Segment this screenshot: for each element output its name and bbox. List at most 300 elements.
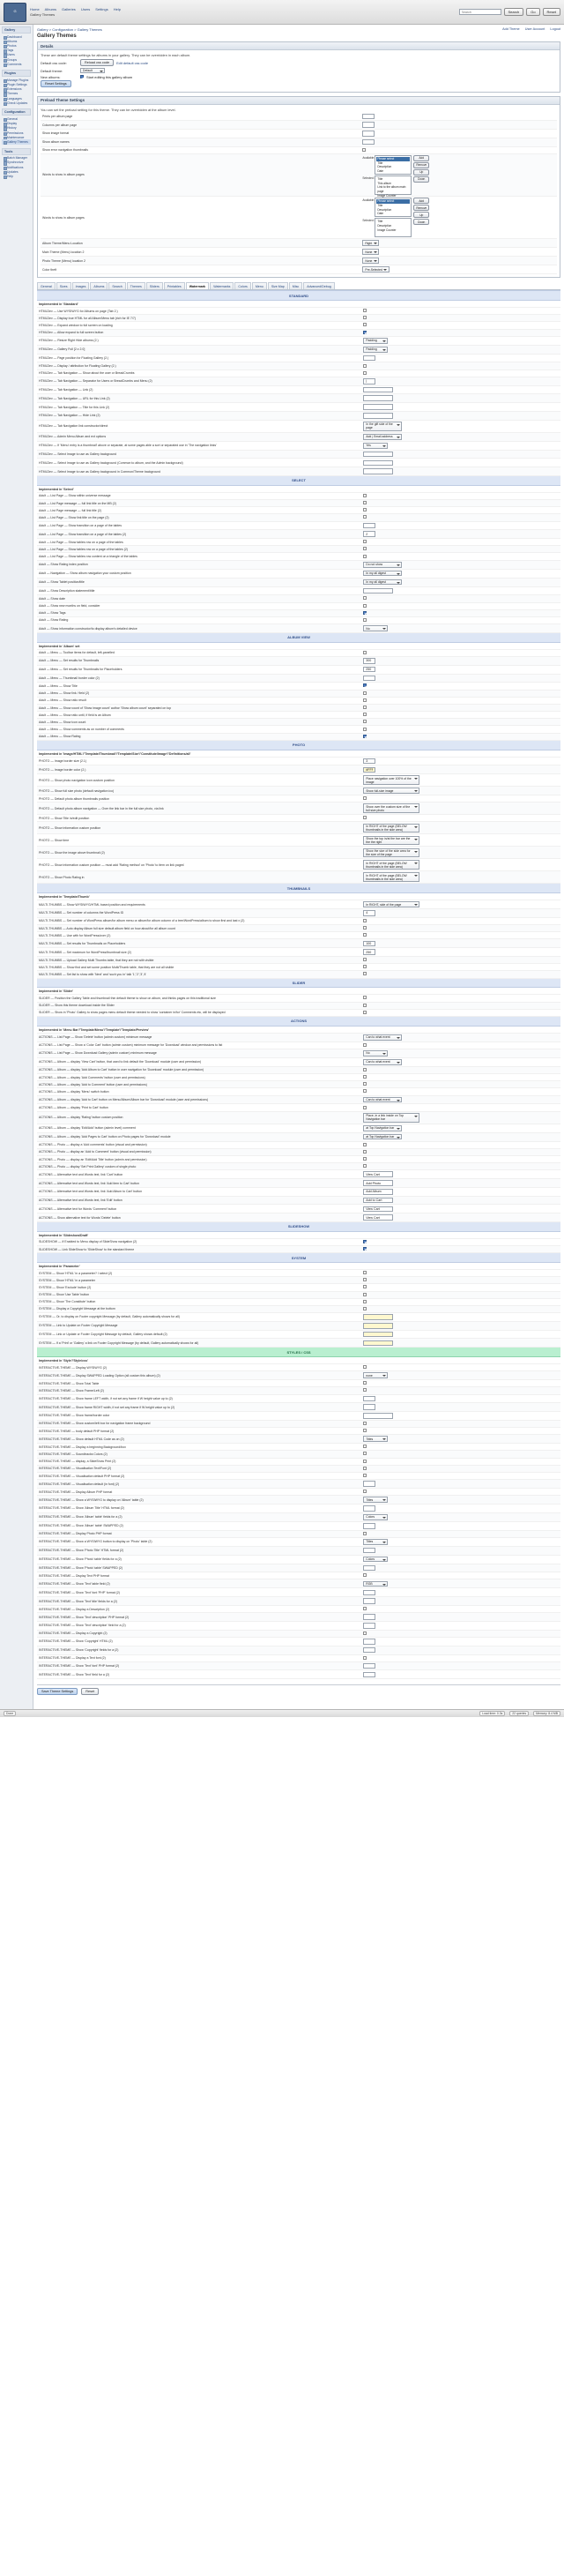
tab-size-map[interactable]: Size Map	[268, 282, 288, 289]
main-theme-menu-location-select[interactable]: None	[362, 249, 379, 255]
setting-checkbox[interactable]	[363, 1445, 367, 1448]
tab-search[interactable]: Search	[108, 282, 125, 289]
setting-checkbox[interactable]	[363, 1490, 367, 1493]
remove-button-2[interactable]: Remove	[413, 205, 429, 211]
setting-checkbox[interactable]	[363, 1285, 367, 1288]
setting-label: INTERACTIVE-THEME — Show 'Photo' table' fields for a (2)	[37, 1555, 361, 1564]
setting-checkbox[interactable]	[363, 1011, 367, 1014]
setting-select[interactable]: Do not show	[363, 562, 402, 568]
setting-checkbox[interactable]	[363, 651, 367, 654]
setting-checkbox[interactable]	[363, 1656, 367, 1660]
setting-input[interactable]	[363, 949, 375, 955]
sidebar-item-plugin-settings[interactable]: Plugin Settings	[2, 83, 31, 87]
setting-select[interactable]: Show the top in/at the bar are the the the right	[363, 836, 419, 846]
setting-checkbox[interactable]	[363, 1573, 367, 1577]
setting-input[interactable]	[363, 588, 393, 594]
setting-checkbox[interactable]	[363, 796, 367, 800]
sidebar-item-updates[interactable]: Updates	[2, 169, 31, 174]
available-list-2[interactable]	[375, 198, 412, 217]
setting-select[interactable]: In RIGHT of the page (BELOW thumbnails in the side area)	[363, 872, 419, 882]
table-row	[37, 1387, 560, 1394]
list-item[interactable]: Link to the album main page	[377, 185, 406, 194]
setting-checkbox[interactable]	[363, 1388, 367, 1392]
sidebar-item-dashboard[interactable]: Dashboard	[2, 34, 31, 39]
setting-label: INTERACTIVE-THEME — Show 'Text' font 'PHP' format (2)	[37, 1588, 361, 1597]
setting-input[interactable]	[363, 468, 393, 474]
setting-select[interactable]: Yes	[363, 443, 388, 449]
new-albums-row	[41, 75, 557, 79]
setting-input[interactable]	[363, 1198, 393, 1204]
setting-input[interactable]	[363, 1647, 375, 1654]
setting-input[interactable]	[363, 1206, 393, 1213]
sidebar-item-help[interactable]: Help	[2, 174, 31, 178]
setting-checkbox[interactable]	[363, 1460, 367, 1463]
setting-value	[361, 1179, 560, 1188]
setting-checkbox[interactable]	[363, 316, 367, 319]
setting-input[interactable]	[363, 452, 393, 458]
setting-input[interactable]	[363, 1314, 393, 1320]
selected-list-1[interactable]	[375, 175, 412, 198]
section-title: ALBUM VIEW	[37, 633, 560, 643]
setting-input[interactable]	[363, 378, 375, 385]
setting-checkbox[interactable]	[363, 1271, 367, 1274]
add-button-1[interactable]: Add	[413, 155, 429, 161]
setting-checkbox[interactable]	[363, 1429, 367, 1432]
link-user-account[interactable]: User Account	[524, 27, 545, 31]
save-theme-settings-button[interactable]: Save Theme Settings	[37, 1688, 78, 1695]
setting-checkbox[interactable]	[363, 515, 367, 519]
setting-checkbox[interactable]	[363, 1043, 367, 1047]
sidebar-item-history[interactable]: History	[2, 126, 31, 131]
tab-advanced-debug[interactable]: Advanced/Debug	[303, 282, 335, 289]
setting-checkbox[interactable]	[363, 1365, 367, 1369]
setting-select[interactable]: In my all digest	[363, 579, 402, 586]
setting-select[interactable]: Titles	[363, 1539, 388, 1545]
setting-input[interactable]	[363, 1565, 375, 1572]
reset-settings-row	[41, 80, 557, 87]
setting-checkbox[interactable]	[363, 1474, 367, 1477]
list-item[interactable]: Image Counter	[377, 228, 397, 232]
setting-input[interactable]	[363, 404, 393, 410]
setting-checkbox[interactable]	[363, 1532, 367, 1535]
setting-select[interactable]: In my all digest	[363, 571, 402, 577]
nav-link-settings[interactable]: Settings	[95, 7, 108, 11]
setting-select[interactable]: RGB	[363, 1581, 388, 1587]
status-text: Done	[4, 1711, 16, 1716]
setting-select[interactable]: In RIGHT of the page (BELOW thumbnails in the side area)	[363, 824, 419, 833]
setting-checkbox[interactable]	[363, 735, 367, 738]
setting-checkbox[interactable]	[363, 1307, 367, 1310]
setting-value	[361, 394, 560, 403]
setting-value	[361, 917, 560, 924]
setting-checkbox[interactable]	[363, 618, 367, 622]
setting-input[interactable]	[363, 395, 393, 401]
table-row	[37, 697, 560, 704]
setting-checkbox[interactable]	[363, 965, 367, 968]
columns-per-page-input[interactable]	[362, 122, 375, 128]
setting-input[interactable]	[363, 1639, 375, 1645]
setting-value	[361, 1196, 560, 1205]
setting-checkbox[interactable]	[363, 972, 367, 975]
setting-checkbox[interactable]	[363, 816, 367, 819]
setting-label: HTMLDev — Expand window to full screen on loading	[37, 322, 361, 329]
tab-images[interactable]: Images	[72, 282, 90, 289]
sidebar-item-themes[interactable]: Themes	[2, 92, 31, 96]
setting-input[interactable]	[363, 676, 375, 682]
sidebar-item-extensions[interactable]: Extensions	[2, 87, 31, 92]
setting-checkbox[interactable]	[363, 540, 367, 543]
setting-input[interactable]	[363, 387, 393, 393]
setting-select[interactable]: none	[363, 1372, 388, 1378]
setting-input[interactable]	[363, 758, 375, 765]
setting-checkbox[interactable]	[363, 596, 367, 600]
setting-value	[361, 1444, 560, 1451]
setting-input[interactable]	[363, 667, 375, 673]
setting-select[interactable]: Place, in a link inside on Top Navigation bar	[363, 1113, 419, 1123]
setting-label: Adult — Show Rating	[37, 616, 361, 623]
setting-checkbox[interactable]	[363, 501, 367, 504]
setting-select[interactable]: at Top Navigation bar	[363, 1134, 402, 1140]
setting-input[interactable]	[363, 1413, 393, 1419]
setting-input[interactable]	[363, 1663, 375, 1669]
setting-value	[361, 1480, 560, 1489]
setting-select[interactable]: at Top Navigation bar	[363, 1125, 402, 1131]
setting-select[interactable]: Show full-size image	[363, 788, 419, 794]
tab-sliders[interactable]: Sliders	[146, 282, 163, 289]
tab-themes[interactable]: Themes	[127, 282, 145, 289]
setting-checkbox[interactable]	[363, 1607, 367, 1610]
tab-printables[interactable]: Printables	[164, 282, 185, 289]
setting-checkbox[interactable]	[363, 1300, 367, 1303]
setting-checkbox[interactable]	[363, 1106, 367, 1109]
setting-checkbox[interactable]	[363, 691, 367, 695]
setting-input[interactable]	[363, 910, 375, 916]
sidebar-item-notifications[interactable]: Notifications	[2, 165, 31, 169]
available-list-1[interactable]	[375, 155, 412, 175]
setting-checkbox[interactable]	[363, 919, 367, 922]
setting-input[interactable]	[363, 1171, 393, 1177]
table-row	[37, 1564, 560, 1572]
list-item[interactable]: Description	[377, 207, 392, 212]
list-item[interactable]: Title	[377, 176, 383, 181]
sidebar-item-photos[interactable]: Photos	[2, 43, 31, 48]
setting-select[interactable]: No	[363, 625, 388, 631]
list-item[interactable]: Title	[377, 203, 383, 207]
go-button[interactable]: Go	[526, 8, 539, 16]
table-row	[37, 1572, 560, 1579]
setting-checkbox[interactable]	[363, 1278, 367, 1281]
tab-watermark[interactable]: Watermark	[186, 282, 209, 289]
tab-colors[interactable]: Colors	[234, 282, 250, 289]
setting-value	[361, 1472, 560, 1479]
setting-input[interactable]	[363, 1505, 375, 1512]
section-title: SLIDER	[37, 978, 560, 988]
setting-checkbox[interactable]	[363, 1422, 367, 1425]
setting-input[interactable]	[363, 1214, 393, 1221]
table-row	[37, 441, 560, 450]
setting-checkbox[interactable]	[363, 1143, 367, 1146]
up-button-2[interactable]: Up	[413, 212, 429, 218]
page-title: Gallery Themes	[37, 34, 77, 39]
setting-checkbox[interactable]	[363, 1293, 367, 1296]
setting-input[interactable]	[363, 1340, 393, 1347]
setting-label: PHOTO — Image border color (2.)	[37, 765, 361, 774]
setting-input[interactable]	[363, 1332, 393, 1338]
setting-input[interactable]	[363, 1672, 375, 1678]
setting-input[interactable]	[363, 1189, 393, 1195]
reset-settings-button[interactable]: Reset Settings	[41, 80, 71, 87]
setting-value	[361, 420, 560, 432]
setting-input[interactable]	[363, 941, 375, 947]
table-row	[37, 1088, 560, 1095]
setting-input[interactable]	[363, 1323, 393, 1329]
setting-checkbox[interactable]	[363, 933, 367, 937]
setting-input[interactable]	[363, 1523, 375, 1529]
setting-checkbox[interactable]	[363, 1381, 367, 1385]
edit-default-css-link[interactable]: Edit default css code	[116, 60, 148, 65]
setting-select[interactable]: Padding	[363, 338, 388, 344]
setting-select[interactable]: Can to what event	[363, 1059, 402, 1065]
setting-checkbox[interactable]	[363, 698, 367, 702]
setting-checkbox[interactable]	[363, 996, 367, 999]
setting-select[interactable]: In the gift side of the page	[363, 422, 402, 431]
color-theft-select[interactable]: Pre-Selected	[362, 266, 390, 273]
link-add-theme[interactable]: Add Theme	[502, 27, 520, 31]
table-row	[37, 624, 560, 633]
sidebar-item-users[interactable]: Users	[2, 53, 31, 57]
sidebar-item-display[interactable]: Display	[2, 122, 31, 126]
setting-input[interactable]	[363, 523, 375, 529]
setting-value	[361, 859, 560, 871]
setting-checkbox[interactable]	[363, 1240, 367, 1243]
setting-input[interactable]	[363, 1623, 375, 1629]
sidebar-item-albums[interactable]: Albums	[2, 39, 31, 43]
setting-checkbox[interactable]	[363, 1164, 367, 1168]
sidebar-item-maintenance[interactable]: Maintenance	[2, 135, 31, 139]
setting-label: INTERACTIVE-THEME — body default PHP format (2)	[37, 1428, 361, 1435]
list-item[interactable]: Date	[377, 169, 384, 174]
sidebar-item-languages[interactable]: Languages	[2, 96, 31, 101]
table-row	[37, 322, 560, 329]
setting-input[interactable]	[363, 413, 393, 419]
add-button-2[interactable]: Add	[413, 198, 429, 204]
table-row	[37, 712, 560, 719]
setting-label: PHOTO — Show information custom position — must add 'Rating method' on 'Photo' to item on link pages'	[37, 859, 361, 871]
reload-css-button[interactable]: Reload css code	[80, 59, 114, 66]
default-theme-select[interactable]: Default	[80, 68, 105, 74]
setting-checkbox[interactable]	[363, 364, 367, 368]
setting-value	[361, 956, 560, 963]
sidebar-item-permissions[interactable]: Permissions	[2, 131, 31, 135]
setting-select[interactable]: Titles	[363, 1436, 388, 1442]
setting-checkbox[interactable]	[363, 1068, 367, 1071]
breadcrumb: Gallery > Configuration > Gallery Themes	[37, 27, 102, 32]
setting-input[interactable]	[363, 1548, 375, 1554]
setting-checkbox[interactable]	[363, 323, 367, 326]
selected-list-2[interactable]	[375, 218, 412, 237]
setting-label: HTMLDev — If 'Menu' entry is a thumbnail' above or separate, at some pages able a sort or separated use in 'The navigation links'	[37, 441, 361, 450]
table-row	[37, 307, 560, 314]
sidebar-item-comments[interactable]: Comments	[2, 62, 31, 66]
table-row	[37, 459, 560, 467]
setting-checkbox[interactable]	[363, 494, 367, 497]
setting-label: Adult — Menu — Show Title	[37, 683, 361, 690]
list-item[interactable]: Please select	[376, 199, 410, 204]
setting-input[interactable]	[363, 355, 375, 362]
setting-input[interactable]	[363, 460, 393, 467]
table-row	[41, 239, 557, 248]
setting-checkbox[interactable]	[363, 604, 367, 608]
setting-checkbox[interactable]	[363, 309, 367, 312]
setting-select[interactable]: In RIGHT of the page (BELOW thumbnails in the side area)	[363, 860, 419, 870]
setting-select[interactable]: No	[363, 1050, 388, 1057]
list-item[interactable]: Title	[377, 161, 383, 165]
setting-input[interactable]	[363, 531, 375, 537]
setting-input[interactable]	[363, 767, 375, 773]
tab-general[interactable]: General	[37, 282, 56, 289]
section-title: SYSTEM	[37, 1253, 560, 1263]
setting-input[interactable]	[363, 1396, 375, 1402]
setting-select[interactable]: Colors	[363, 1514, 388, 1520]
prints-per-page-input[interactable]	[362, 114, 375, 120]
setting-checkbox[interactable]	[363, 1004, 367, 1007]
sidebar-item-general[interactable]: General	[2, 116, 31, 121]
album-theme-menu-location-select[interactable]: Right	[362, 240, 379, 246]
up-button-1[interactable]: Up	[413, 169, 429, 175]
remove-button-1[interactable]: Remove	[413, 162, 429, 168]
sidebar-item-check-updates[interactable]: Check Updates	[2, 101, 31, 105]
setting-checkbox[interactable]	[363, 728, 367, 731]
setting-select[interactable]: Add | Email address	[363, 434, 402, 440]
setting-select[interactable]: Padding	[363, 347, 388, 353]
sidebar-item-synchronize[interactable]: Synchronize	[2, 161, 31, 165]
new-albums-checkbox[interactable]	[80, 75, 84, 78]
setting-select[interactable]: Titles	[363, 1497, 388, 1503]
setting-value	[361, 1403, 560, 1412]
list-item[interactable]: Description	[377, 165, 392, 169]
setting-checkbox[interactable]	[363, 1075, 367, 1079]
setting-label: ACTIONS — Show alternative text for Words 'Delete' button	[37, 1213, 361, 1222]
setting-checkbox[interactable]	[363, 683, 367, 687]
setting-checkbox[interactable]	[363, 1452, 367, 1455]
setting-checkbox[interactable]	[363, 1157, 367, 1161]
setting-input[interactable]	[363, 1598, 375, 1604]
setting-checkbox[interactable]	[363, 1467, 367, 1470]
list-item[interactable]: Title	[377, 220, 383, 224]
sidebar-item-tags[interactable]: Tags	[2, 49, 31, 53]
down-button-1[interactable]: Down	[413, 176, 429, 183]
show-image-format-input[interactable]	[362, 131, 375, 137]
nav-link-galleries[interactable]: Galleries	[62, 7, 76, 11]
setting-checkbox[interactable]	[363, 958, 367, 961]
search-input[interactable]	[459, 9, 501, 15]
sidebar-item-gallery-themes[interactable]: Gallery Themes	[2, 139, 31, 144]
setting-select[interactable]: Place navigation over 100% of the image	[363, 775, 419, 785]
setting-select[interactable]: In RIGHT, side of the page	[363, 901, 419, 907]
table-row	[41, 257, 557, 265]
sidebar-item-manage-plugins[interactable]: Manage Plugins	[2, 78, 31, 82]
tab-menu[interactable]: Menu	[252, 282, 267, 289]
show-album-names-input[interactable]	[362, 139, 375, 146]
setting-label: ACTIONS — List Page — Show Download Gallery (admin custom) minimum message	[37, 1049, 361, 1057]
browser-tab-gallery-themes[interactable]: Gallery Themes	[30, 12, 56, 17]
nav-link-home[interactable]: Home	[30, 7, 40, 11]
setting-checkbox[interactable]	[363, 1082, 367, 1086]
list-item[interactable]: This album	[377, 181, 391, 185]
setting-select[interactable]: Can to what event	[363, 1034, 402, 1041]
setting-checkbox[interactable]	[363, 706, 367, 709]
setting-select[interactable]: Show the size of the side area for the size of the page	[363, 848, 419, 858]
setting-checkbox[interactable]	[363, 1631, 367, 1635]
table-row	[37, 530, 560, 539]
table-row	[37, 1141, 560, 1148]
setting-select[interactable]: Can to what event	[363, 1097, 402, 1103]
setting-select[interactable]: Colors	[363, 1557, 388, 1563]
reset-button[interactable]: Reset	[543, 8, 560, 16]
setting-input[interactable]	[363, 1481, 375, 1487]
setting-checkbox[interactable]	[363, 331, 367, 334]
nav-link-help[interactable]: Help	[113, 7, 121, 11]
list-item[interactable]: Description	[377, 223, 392, 228]
setting-checkbox[interactable]	[363, 1150, 367, 1154]
table-row	[37, 795, 560, 803]
section-header	[37, 884, 560, 893]
setting-checkbox[interactable]	[363, 508, 367, 511]
setting-checkbox[interactable]	[363, 555, 367, 558]
list-item[interactable]: Image Counter	[377, 194, 397, 198]
show-error-nav-thumbs-checkbox[interactable]	[362, 148, 366, 152]
nav-link-albums[interactable]: Albums	[44, 7, 57, 11]
setting-select[interactable]: Show over the custom size of the full size photo	[363, 803, 419, 813]
table-row	[37, 1049, 560, 1057]
setting-input[interactable]	[363, 1404, 375, 1410]
setting-checkbox[interactable]	[363, 1089, 367, 1093]
setting-input[interactable]	[363, 1180, 393, 1186]
tab-misc[interactable]: Misc	[289, 282, 302, 289]
setting-checkbox[interactable]	[363, 713, 367, 716]
photo-theme-menu-location-select[interactable]: None	[362, 258, 379, 264]
setting-input[interactable]	[363, 1614, 375, 1620]
setting-input[interactable]	[363, 658, 375, 664]
tab-albums[interactable]: Albums	[90, 282, 108, 289]
list-item[interactable]: Please select	[376, 157, 410, 161]
setting-checkbox[interactable]	[363, 547, 367, 550]
tab-watermarks[interactable]: Watermarks	[210, 282, 234, 289]
nav-link-users[interactable]: Users	[80, 7, 91, 11]
link-logout[interactable]: Logout	[550, 27, 560, 31]
setting-checkbox[interactable]	[363, 926, 367, 930]
tab-sizes[interactable]: Sizes	[56, 282, 71, 289]
search-button[interactable]: Search	[504, 8, 524, 16]
reset-form-button[interactable]: Reset	[81, 1688, 99, 1695]
setting-label: INTERACTIVE-THEME — Visualisation default PHP format (2)	[37, 1472, 361, 1479]
setting-label: MULTI-THUMBS — Show find and set some position Multi/Thumb table, that they are not all visible	[37, 964, 361, 971]
setting-input[interactable]	[363, 1590, 375, 1596]
table-row	[37, 704, 560, 711]
sidebar-item-groups[interactable]: Groups	[2, 57, 31, 62]
setting-checkbox[interactable]	[363, 611, 367, 615]
setting-value	[361, 726, 560, 733]
list-item[interactable]: Date	[377, 212, 384, 216]
setting-checkbox[interactable]	[363, 720, 367, 723]
setting-checkbox[interactable]	[363, 1247, 367, 1251]
setting-value	[361, 385, 560, 394]
setting-value	[361, 1564, 560, 1572]
setting-checkbox[interactable]	[363, 371, 367, 375]
setting-label: ACTIONS — Alternative text for Words 'Comment' button	[37, 1205, 361, 1213]
sidebar-item-batch-manager[interactable]: Batch Manager	[2, 156, 31, 161]
down-button-2[interactable]: Down	[413, 219, 429, 225]
